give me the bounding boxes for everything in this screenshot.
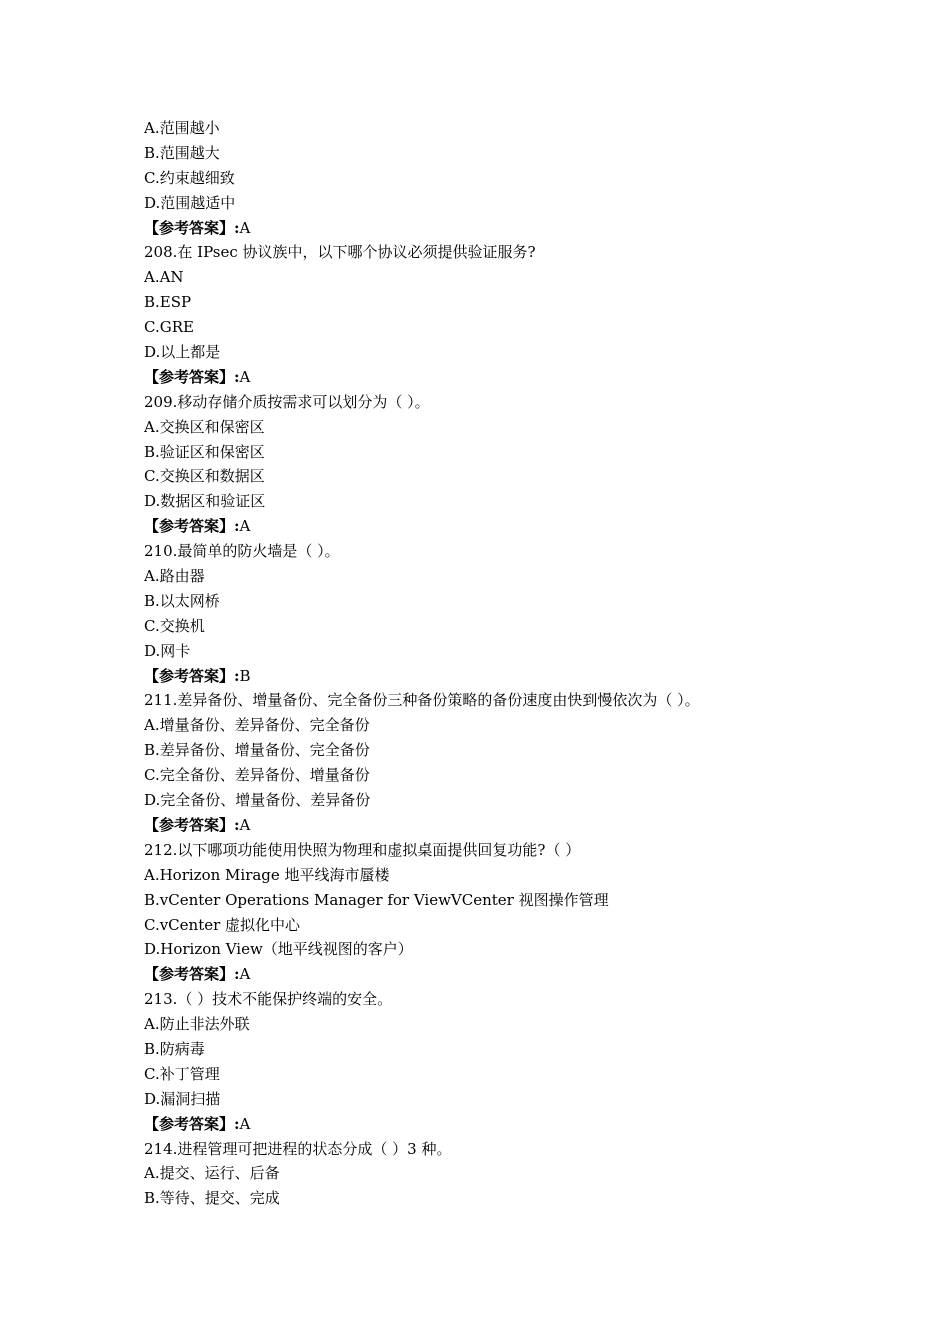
option-text: D.数据区和验证区 bbox=[144, 492, 266, 511]
question-text: 214.进程管理可把进程的状态分成（ ）3 种。 bbox=[144, 1139, 452, 1158]
answer-value: A bbox=[239, 218, 251, 237]
option-text: B.等待、提交、完成 bbox=[144, 1189, 280, 1208]
option-text: C.交换机 bbox=[144, 616, 205, 635]
question-text: 213.（ ）技术不能保护终端的安全。 bbox=[144, 990, 393, 1009]
option-text: D.Horizon View（地平线视图的客户） bbox=[144, 940, 413, 959]
option-text: B.防病毒 bbox=[144, 1039, 205, 1058]
answer-label: 【参考答案】: bbox=[144, 1114, 240, 1133]
question-text: 209.移动存储介质按需求可以划分为（ ）。 bbox=[144, 392, 430, 411]
option-text: B.范围越大 bbox=[144, 143, 220, 162]
option-text: D.漏洞扫描 bbox=[144, 1089, 221, 1108]
option-text: C.GRE bbox=[144, 318, 194, 337]
option-text: A.AN bbox=[144, 268, 184, 287]
option-text: A.交换区和保密区 bbox=[144, 417, 265, 436]
option-text: D.范围越适中 bbox=[144, 193, 236, 212]
answer-line bbox=[144, 365, 824, 390]
option-text: C.完全备份、差异备份、增量备份 bbox=[144, 766, 370, 785]
answer-value: A bbox=[239, 1114, 251, 1133]
option-text: A.增量备份、差异备份、完全备份 bbox=[144, 716, 370, 735]
answer-line bbox=[144, 813, 824, 838]
answer-label: 【参考答案】: bbox=[144, 517, 240, 536]
option-text: C.补丁管理 bbox=[144, 1064, 220, 1083]
option-text: A.Horizon Mirage 地平线海市蜃楼 bbox=[144, 865, 390, 884]
option-text: B.vCenter Operations Manager for ViewVCenter 视图操作管理 bbox=[144, 890, 609, 909]
answer-value: A bbox=[239, 517, 251, 536]
question-text: 210.最简单的防火墙是（ ）。 bbox=[144, 542, 340, 561]
answer-line bbox=[144, 1112, 824, 1137]
option-text: D.完全备份、增量备份、差异备份 bbox=[144, 791, 371, 810]
option-text: C.约束越细致 bbox=[144, 168, 235, 187]
option-text: A.提交、运行、后备 bbox=[144, 1164, 280, 1183]
option-text: B.差异备份、增量备份、完全备份 bbox=[144, 741, 370, 760]
answer-value: A bbox=[239, 965, 251, 984]
answer-label: 【参考答案】: bbox=[144, 367, 240, 386]
option-text: C.交换区和数据区 bbox=[144, 467, 265, 486]
answer-line bbox=[144, 216, 824, 241]
question-text: 211.差异备份、增量备份、完全备份三种备份策略的备份速度由快到慢依次为（ ）。 bbox=[144, 691, 700, 710]
answer-label: 【参考答案】: bbox=[144, 965, 240, 984]
option-text: B.ESP bbox=[144, 293, 192, 312]
option-text: D.网卡 bbox=[144, 641, 191, 660]
option-text: A.范围越小 bbox=[144, 119, 220, 137]
answer-line bbox=[144, 962, 824, 987]
option-text: B.以太网桥 bbox=[144, 591, 220, 610]
answer-label: 【参考答案】: bbox=[144, 218, 240, 237]
answer-line bbox=[144, 664, 824, 689]
document-body bbox=[144, 116, 824, 1211]
answer-label: 【参考答案】: bbox=[144, 666, 240, 685]
option-text: B.验证区和保密区 bbox=[144, 442, 265, 461]
answer-value: A bbox=[239, 367, 251, 386]
option-text: C.vCenter 虚拟化中心 bbox=[144, 915, 301, 934]
answer-value: B bbox=[239, 666, 251, 685]
option-text: D.以上都是 bbox=[144, 343, 221, 362]
question-text: 208.在 IPsec 协议族中，以下哪个协议必须提供验证服务? bbox=[144, 243, 536, 262]
answer-label: 【参考答案】: bbox=[144, 815, 240, 834]
answer-value: A bbox=[239, 815, 251, 834]
option-text: A.路由器 bbox=[144, 567, 205, 586]
question-text: 212.以下哪项功能使用快照为物理和虚拟桌面提供回复功能?（ ） bbox=[144, 840, 581, 859]
option-text: A.防止非法外联 bbox=[144, 1015, 250, 1034]
answer-line bbox=[144, 514, 824, 539]
